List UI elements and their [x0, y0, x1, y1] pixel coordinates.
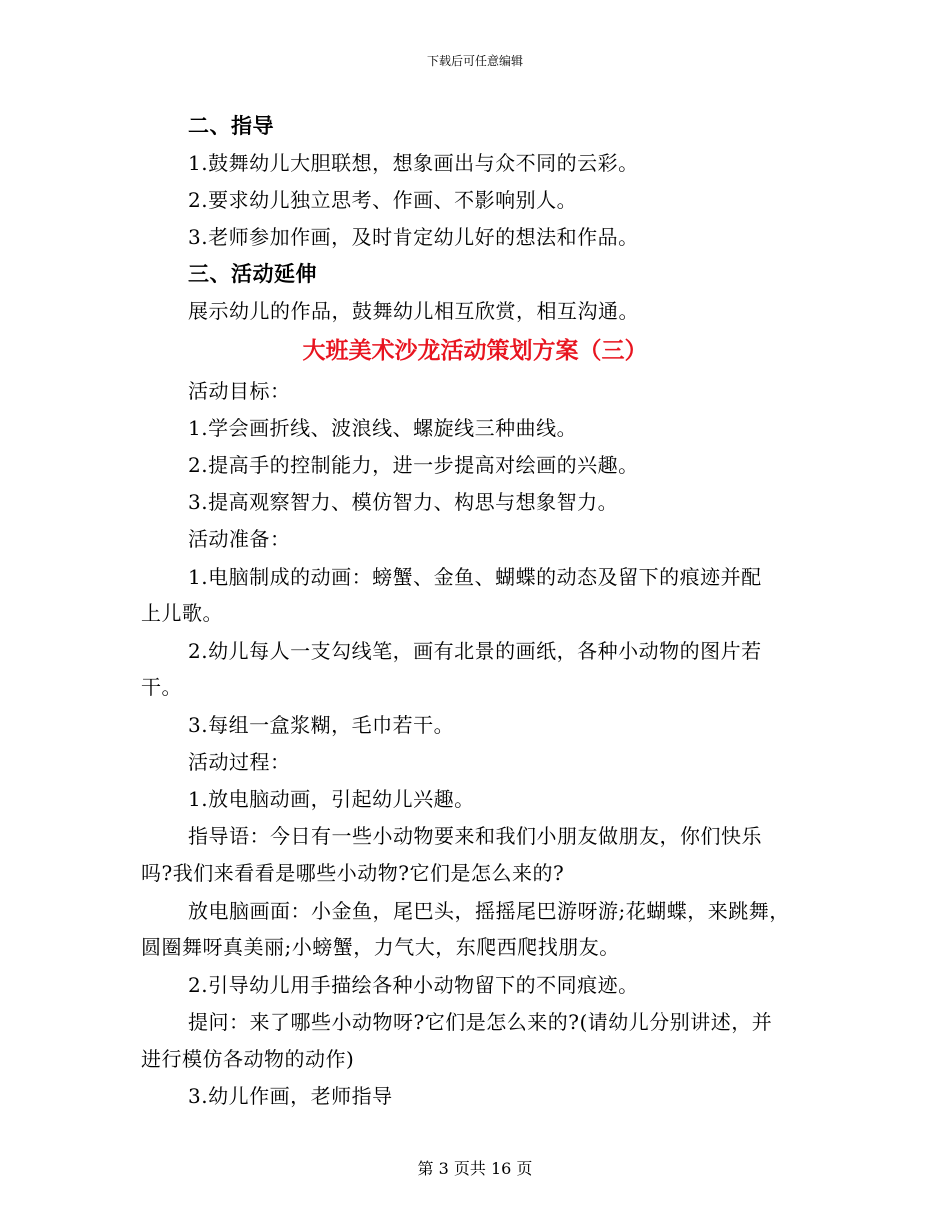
page-header: 下载后可任意编辑	[426, 54, 523, 68]
page-footer: 第 3 页共 16 页	[417, 1159, 533, 1178]
process-step-3: 3.幼儿作画，老师指导	[188, 1084, 393, 1108]
prep-item-1-line-2: 上儿歌。	[141, 601, 223, 625]
screen-text-line-2: 圆圈舞呀真美丽;小螃蟹，力气大，东爬西爬找朋友。	[141, 935, 620, 959]
plan-title: 大班美术沙龙活动策划方案（三）	[302, 338, 648, 364]
process-label: 活动过程：	[188, 750, 291, 774]
prep-item-2-line-1: 2.幼儿每人一支勾线笔，画有北景的画纸，各种小动物的图片若	[188, 639, 762, 663]
guidance-item-1: 1.鼓舞幼儿大胆联想，想象画出与众不同的云彩。	[188, 151, 639, 175]
prep-item-2-line-2: 干。	[141, 675, 182, 699]
goal-item-3: 3.提高观察智力、模仿智力、构思与想象智力。	[188, 490, 619, 514]
section-heading-guidance: 二、指导	[188, 114, 274, 138]
goal-item-2: 2.提高手的控制能力，进一步提高对绘画的兴趣。	[188, 453, 639, 477]
guidance-item-2: 2.要求幼儿独立思考、作画、不影响别人。	[188, 188, 578, 212]
extension-text: 展示幼儿的作品，鼓舞幼儿相互欣赏，相互沟通。	[188, 299, 639, 323]
prep-label: 活动准备：	[188, 527, 291, 551]
guidance-item-3: 3.老师参加作画，及时肯定幼儿好的想法和作品。	[188, 225, 639, 249]
prep-item-3: 3.每组一盒浆糊，毛巾若干。	[188, 713, 455, 737]
section-heading-extension: 三、活动延伸	[188, 262, 317, 286]
goals-label: 活动目标：	[188, 379, 291, 403]
prep-item-1-line-1: 1.电脑制成的动画：螃蟹、金鱼、蝴蝶的动态及留下的痕迹并配	[188, 565, 762, 589]
question-text-line-1: 提问：来了哪些小动物呀?它们是怎么来的?(请幼儿分别讲述，并	[188, 1010, 773, 1034]
guide-text-line-2: 吗?我们来看看是哪些小动物?它们是怎么来的?	[141, 861, 565, 885]
question-text-line-2: 进行模仿各动物的动作)	[141, 1047, 355, 1071]
process-step-1: 1.放电脑动画，引起幼儿兴趣。	[188, 787, 475, 811]
screen-text-line-1: 放电脑画面：小金鱼，尾巴头，摇摇尾巴游呀游;花蝴蝶，来跳舞，	[188, 899, 790, 923]
guide-text-line-1: 指导语：今日有一些小动物要来和我们小朋友做朋友，你们快乐	[188, 824, 762, 848]
process-step-2: 2.引导幼儿用手描绘各种小动物留下的不同痕迹。	[188, 973, 639, 997]
goal-item-1: 1.学会画折线、波浪线、螺旋线三种曲线。	[188, 416, 578, 440]
